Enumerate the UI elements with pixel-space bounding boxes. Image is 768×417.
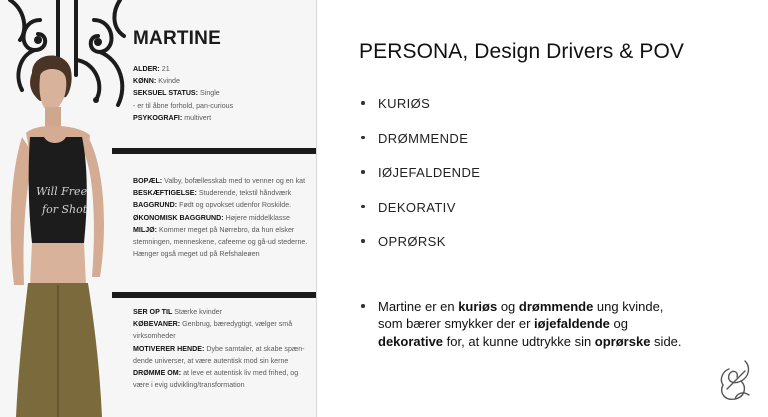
info-value: Valby, bofællesskab med to venner og en kat bbox=[164, 177, 306, 185]
keyword-label: OPRØRSK bbox=[378, 234, 446, 249]
info-row-continuation bbox=[133, 248, 313, 260]
info-key: MILJØ: bbox=[133, 225, 158, 234]
summary-emphasis: kuriøs bbox=[458, 299, 498, 314]
keyword-item bbox=[361, 234, 480, 269]
keyword-item bbox=[361, 131, 480, 166]
keyword-label: DEKORATIV bbox=[378, 199, 456, 215]
info-value: multivert bbox=[184, 113, 212, 122]
info-row-role-models bbox=[133, 306, 313, 318]
info-row-gender bbox=[133, 75, 313, 87]
info-value: Hænger også meget ud på Refshaleøen bbox=[133, 250, 260, 259]
info-value: virksomheder bbox=[133, 332, 176, 341]
info-row-buying-habits bbox=[133, 318, 313, 330]
persona-photo bbox=[0, 45, 128, 417]
info-key: DRØMME OM: bbox=[133, 369, 182, 378]
info-key: KØNN: bbox=[133, 77, 157, 86]
bullet-icon bbox=[361, 239, 365, 243]
bullet-icon bbox=[361, 170, 365, 174]
summary-part: for, at kunne udtrykke sin bbox=[443, 333, 595, 349]
info-key: ØKONOMISK BAGGRUND: bbox=[133, 213, 224, 222]
info-key: SEKSUEL STATUS: bbox=[133, 89, 199, 98]
info-value: Højere middelklasse bbox=[225, 213, 290, 222]
slide-title: PERSONA, Design Drivers & POV bbox=[359, 40, 684, 63]
info-row-continuation bbox=[133, 355, 313, 367]
keyword-list bbox=[361, 96, 480, 269]
bullet-icon bbox=[361, 304, 365, 308]
summary-emphasis: oprørske bbox=[594, 333, 651, 349]
info-value: 21 bbox=[161, 65, 170, 73]
persona-basic-info bbox=[133, 63, 313, 124]
persona-summary bbox=[361, 298, 691, 350]
info-key: BESKÆFTIGELSE: bbox=[133, 189, 197, 198]
persona-motivation-info bbox=[133, 306, 313, 391]
summary-part: Martine er en bbox=[378, 299, 459, 314]
keyword-label: IØJEFALDENDE bbox=[378, 165, 481, 180]
bullet-icon bbox=[361, 101, 365, 105]
info-key: BOPÆL: bbox=[133, 177, 163, 185]
persona-background-info bbox=[133, 175, 313, 260]
info-row-economy bbox=[133, 212, 313, 224]
divider-bar bbox=[112, 148, 316, 154]
info-row-continuation bbox=[133, 100, 313, 112]
bullet-icon bbox=[361, 205, 365, 209]
info-value: Kvinde bbox=[158, 77, 180, 86]
info-row-occupation bbox=[133, 187, 313, 199]
info-row-environment bbox=[133, 224, 313, 236]
info-value: Født og opvokset udenfor Roskilde. bbox=[179, 201, 292, 210]
summary-emphasis: iøjefaldende bbox=[534, 316, 610, 332]
summary-part: side. bbox=[650, 333, 682, 349]
info-value: Kommer meget på Nørrebro, da hun elsker bbox=[159, 225, 295, 234]
summary-part: ung kvinde, som bærer smykker der er bbox=[378, 299, 664, 332]
info-value: - er til åbne forhold, pan-curious bbox=[133, 101, 234, 110]
keyword-item bbox=[361, 165, 480, 200]
info-row-continuation bbox=[133, 330, 313, 342]
shirt-text-line-2: for Shot bbox=[42, 203, 88, 216]
info-value: Stærke kvinder bbox=[174, 308, 222, 316]
info-value: Genbrug, bæredygtigt, vælger små bbox=[182, 320, 293, 329]
info-row-psychography bbox=[133, 112, 313, 124]
info-key: BAGGRUND: bbox=[133, 201, 178, 210]
keyword-item bbox=[361, 200, 480, 235]
info-row-residence bbox=[133, 175, 313, 187]
info-row-motivation bbox=[133, 343, 313, 355]
info-key: PSYKOGRAFI: bbox=[133, 113, 183, 122]
panel-divider bbox=[316, 0, 317, 417]
info-row-sexual-status bbox=[133, 87, 313, 99]
persona-card bbox=[0, 0, 316, 417]
info-row-background bbox=[133, 199, 313, 211]
shirt-text-line-1: Will Free bbox=[36, 185, 88, 198]
keyword-label: DRØMMENDE bbox=[378, 130, 469, 146]
info-value: Studerende, tekstil håndværk bbox=[198, 189, 292, 198]
feather-swirl-logo-icon bbox=[715, 357, 757, 403]
info-row-continuation bbox=[133, 379, 313, 391]
info-key: KØBEVANER: bbox=[133, 320, 181, 329]
divider-bar bbox=[112, 292, 316, 298]
info-row-age bbox=[133, 63, 313, 75]
info-value: at leve et autentisk liv med frihed, og bbox=[183, 369, 299, 378]
summary-text bbox=[378, 298, 691, 350]
keyword-label: KURIØS bbox=[378, 96, 431, 111]
info-value: stemningen, menneskene, cafeerne og gå-ud stederne. bbox=[133, 238, 308, 247]
summary-part: og bbox=[609, 316, 628, 332]
summary-part: og bbox=[497, 299, 519, 314]
info-value: Dybe samtaler, at skabe spæn- bbox=[206, 344, 305, 353]
summary-emphasis: dekorative bbox=[378, 333, 444, 349]
info-row-continuation bbox=[133, 236, 313, 248]
info-key: SER OP TIL bbox=[133, 308, 173, 316]
summary-emphasis: drømmende bbox=[518, 299, 594, 314]
keyword-item bbox=[361, 96, 480, 131]
info-key: MOTIVERER HENDE: bbox=[133, 344, 205, 353]
info-row-dreams bbox=[133, 367, 313, 379]
info-value: Single bbox=[200, 89, 220, 98]
info-value: dende universer, at være autentisk mod sin kerne bbox=[133, 356, 289, 365]
info-value: være i evig udvikling/transformation bbox=[133, 381, 245, 390]
bullet-icon bbox=[361, 136, 365, 140]
persona-name: MARTINE bbox=[133, 28, 221, 49]
info-key: ALDER: bbox=[133, 65, 160, 73]
